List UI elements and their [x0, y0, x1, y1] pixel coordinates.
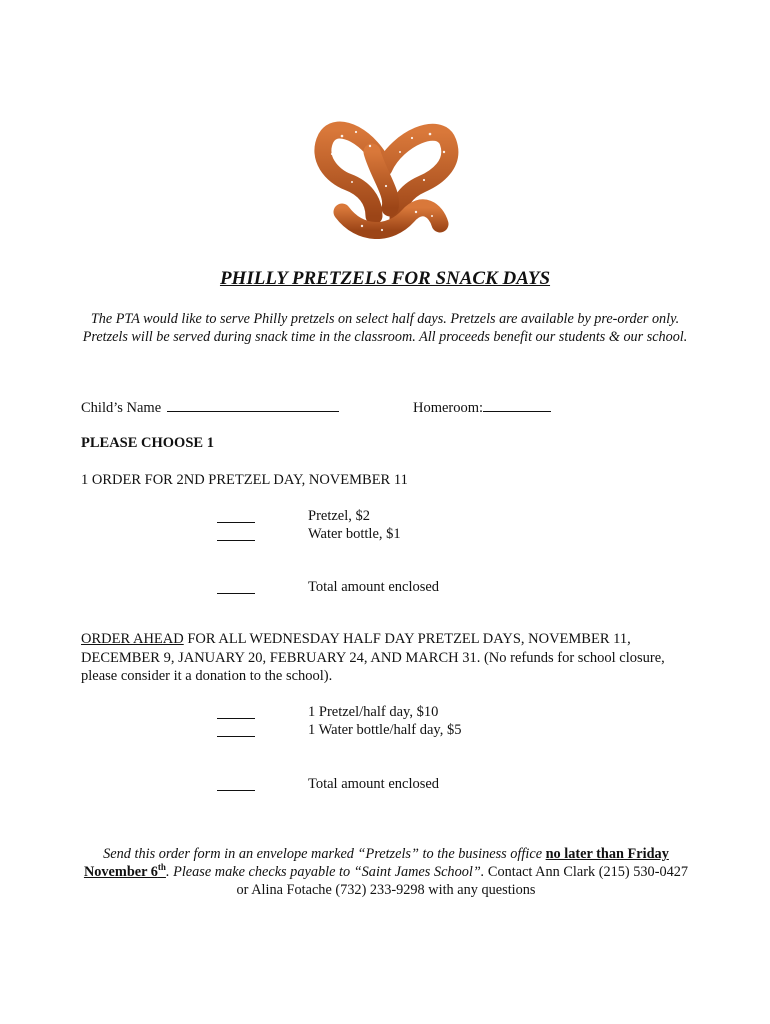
order-ahead-label: ORDER AHEAD: [81, 631, 184, 647]
child-name-label: Child’s Name: [81, 400, 162, 416]
footer-instructions: [80, 845, 692, 899]
option2-total: [0, 776, 770, 796]
footer-contact-text: Contact Ann Clark (215) 530-0427 or Alina Fotache (732) 233-9298 with any questions: [236, 864, 689, 898]
pretzel-illustration: [312, 108, 462, 248]
option2-item-water: [0, 722, 770, 742]
option2-heading: [81, 630, 691, 686]
option1-item-pretzel: [0, 508, 770, 528]
option1-water-label: Water bottle, $1: [308, 526, 401, 542]
option2-water-label: 1 Water bottle/half day, $5: [308, 722, 462, 738]
option1-pretzel-blank[interactable]: [217, 516, 255, 523]
child-name-field[interactable]: [81, 399, 339, 417]
option1-total-label: Total amount enclosed: [308, 579, 440, 595]
option1-item-water: [0, 526, 770, 546]
option1-heading: 1 ORDER FOR 2ND PRETZEL DAY, NOVEMBER 11: [81, 472, 408, 488]
option2-total-blank[interactable]: [217, 784, 255, 791]
child-name-blank[interactable]: [167, 399, 339, 412]
pretzel-image: [312, 108, 462, 248]
option1-total-blank[interactable]: [217, 587, 255, 594]
option2-pretzel-label: 1 Pretzel/half day, $10: [308, 704, 439, 720]
footer-deadline-sup: th: [157, 862, 166, 873]
footer-deadline-text: no later than Friday November 6: [83, 846, 669, 880]
option2-total-label: Total amount enclosed: [308, 776, 440, 792]
option1-pretzel-label: Pretzel, $2: [308, 508, 371, 524]
choose-instruction: PLEASE CHOOSE 1: [81, 435, 214, 451]
option2-pretzel-blank[interactable]: [217, 712, 255, 719]
intro-paragraph: The PTA would like to serve Philly pretzels on select half days. Pretzels are available by pre-order only. Pretzels will be served during snack time in the classroom. All proceeds benefit our students & our school.: [82, 311, 688, 345]
option1-total: [0, 579, 770, 599]
option2-description: FOR ALL WEDNESDAY HALF DAY PRETZEL DAYS, NOVEMBER 11, DECEMBER 9, JANUARY 20, FEBRUARY 24, AND MARCH 31. (No refunds for school closure, please consider it a donation to the school).: [81, 631, 665, 684]
homeroom-label: Homeroom:: [413, 400, 484, 416]
option1-water-blank[interactable]: [217, 534, 255, 541]
homeroom-field[interactable]: [413, 399, 551, 417]
option2-item-pretzel: [0, 704, 770, 724]
form-title: PHILLY PRETZELS FOR SNACK DAYS: [219, 268, 551, 289]
footer-send-text: Send this order form in an envelope marked “Pretzels” to the business office: [103, 846, 546, 862]
footer-checks-text: . Please make checks payable to “Saint James School”.: [165, 864, 485, 880]
homeroom-blank[interactable]: [483, 399, 551, 412]
option2-water-blank[interactable]: [217, 730, 255, 737]
